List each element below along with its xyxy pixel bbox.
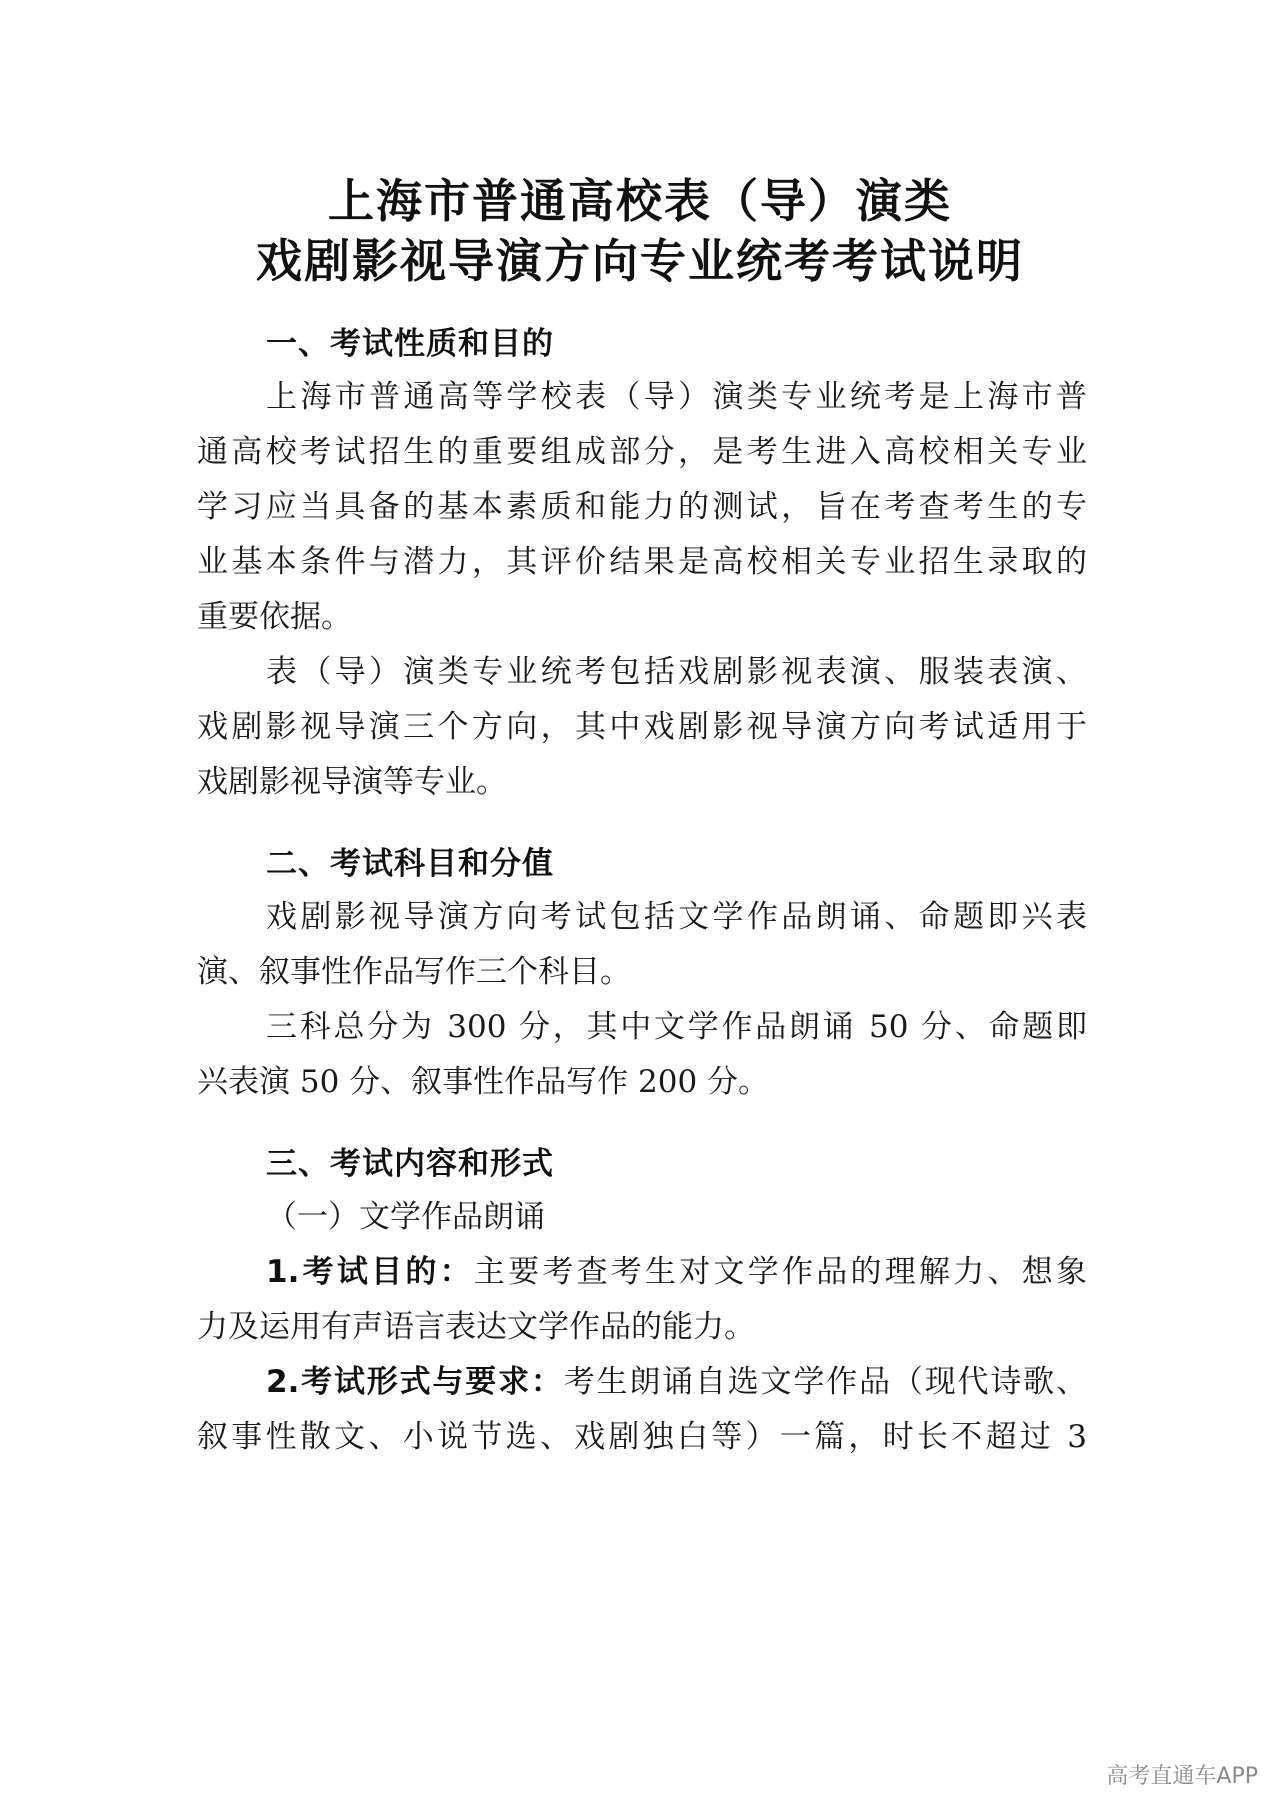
paragraph-line bbox=[266, 1246, 1087, 1291]
paragraph-line: 通高校考试招生的重要组成部分，是考生进入高校相关专业 bbox=[197, 434, 1087, 470]
paragraph-line: 演、叙事性作品写作三个科目。 bbox=[197, 954, 631, 990]
watermark: 高考直通车APP bbox=[1106, 1764, 1258, 1789]
document-title-line-2: 戏剧影视导演方向专业统考考试说明 bbox=[256, 234, 1024, 288]
item-2-label: 2.考试形式与要求： bbox=[266, 1364, 564, 1400]
subsection-heading: （一）文学作品朗诵 bbox=[266, 1199, 545, 1235]
document-title-line-1: 上海市普通高校表（导）演类 bbox=[328, 174, 952, 228]
paragraph-line: 戏剧影视导演三个方向，其中戏剧影视导演方向考试适用于 bbox=[197, 709, 1087, 745]
paragraph-line bbox=[266, 1356, 1087, 1401]
section-2-heading: 二、考试科目和分值 bbox=[266, 846, 554, 882]
paragraph-line: 业基本条件与潜力，其评价结果是高校相关专业招生录取的 bbox=[197, 544, 1087, 580]
section-1-heading: 一、考试性质和目的 bbox=[266, 326, 554, 362]
paragraph-line: 戏剧影视导演等专业。 bbox=[197, 764, 507, 800]
item-1-label: 1.考试目的： bbox=[266, 1254, 474, 1290]
paragraph-line: 三科总分为 300 分，其中文学作品朗诵 50 分、命题即 bbox=[266, 1009, 1087, 1045]
paragraph-line: 叙事性散文、小说节选、戏剧独白等）一篇，时长不超过 3 bbox=[197, 1419, 1087, 1455]
paragraph-line: 上海市普通高等学校表（导）演类专业统考是上海市普 bbox=[266, 379, 1087, 415]
paragraph-line: 学习应当具备的基本素质和能力的测试，旨在考查考生的专 bbox=[197, 489, 1087, 525]
item-2-text: 考生朗诵自选文学作品（现代诗歌、 bbox=[563, 1364, 1087, 1400]
section-3-heading: 三、考试内容和形式 bbox=[266, 1146, 554, 1182]
paragraph-line: 重要依据。 bbox=[197, 599, 352, 635]
paragraph-line: 表（导）演类专业统考包括戏剧影视表演、服装表演、 bbox=[266, 654, 1087, 690]
item-1-text: 主要考查考生对文学作品的理解力、想象 bbox=[473, 1254, 1087, 1290]
paragraph-line: 兴表演 50 分、叙事性作品写作 200 分。 bbox=[197, 1064, 770, 1100]
paragraph-line: 戏剧影视导演方向考试包括文学作品朗诵、命题即兴表 bbox=[266, 899, 1087, 935]
paragraph-line: 力及运用有声语言表达文学作品的能力。 bbox=[197, 1309, 755, 1345]
